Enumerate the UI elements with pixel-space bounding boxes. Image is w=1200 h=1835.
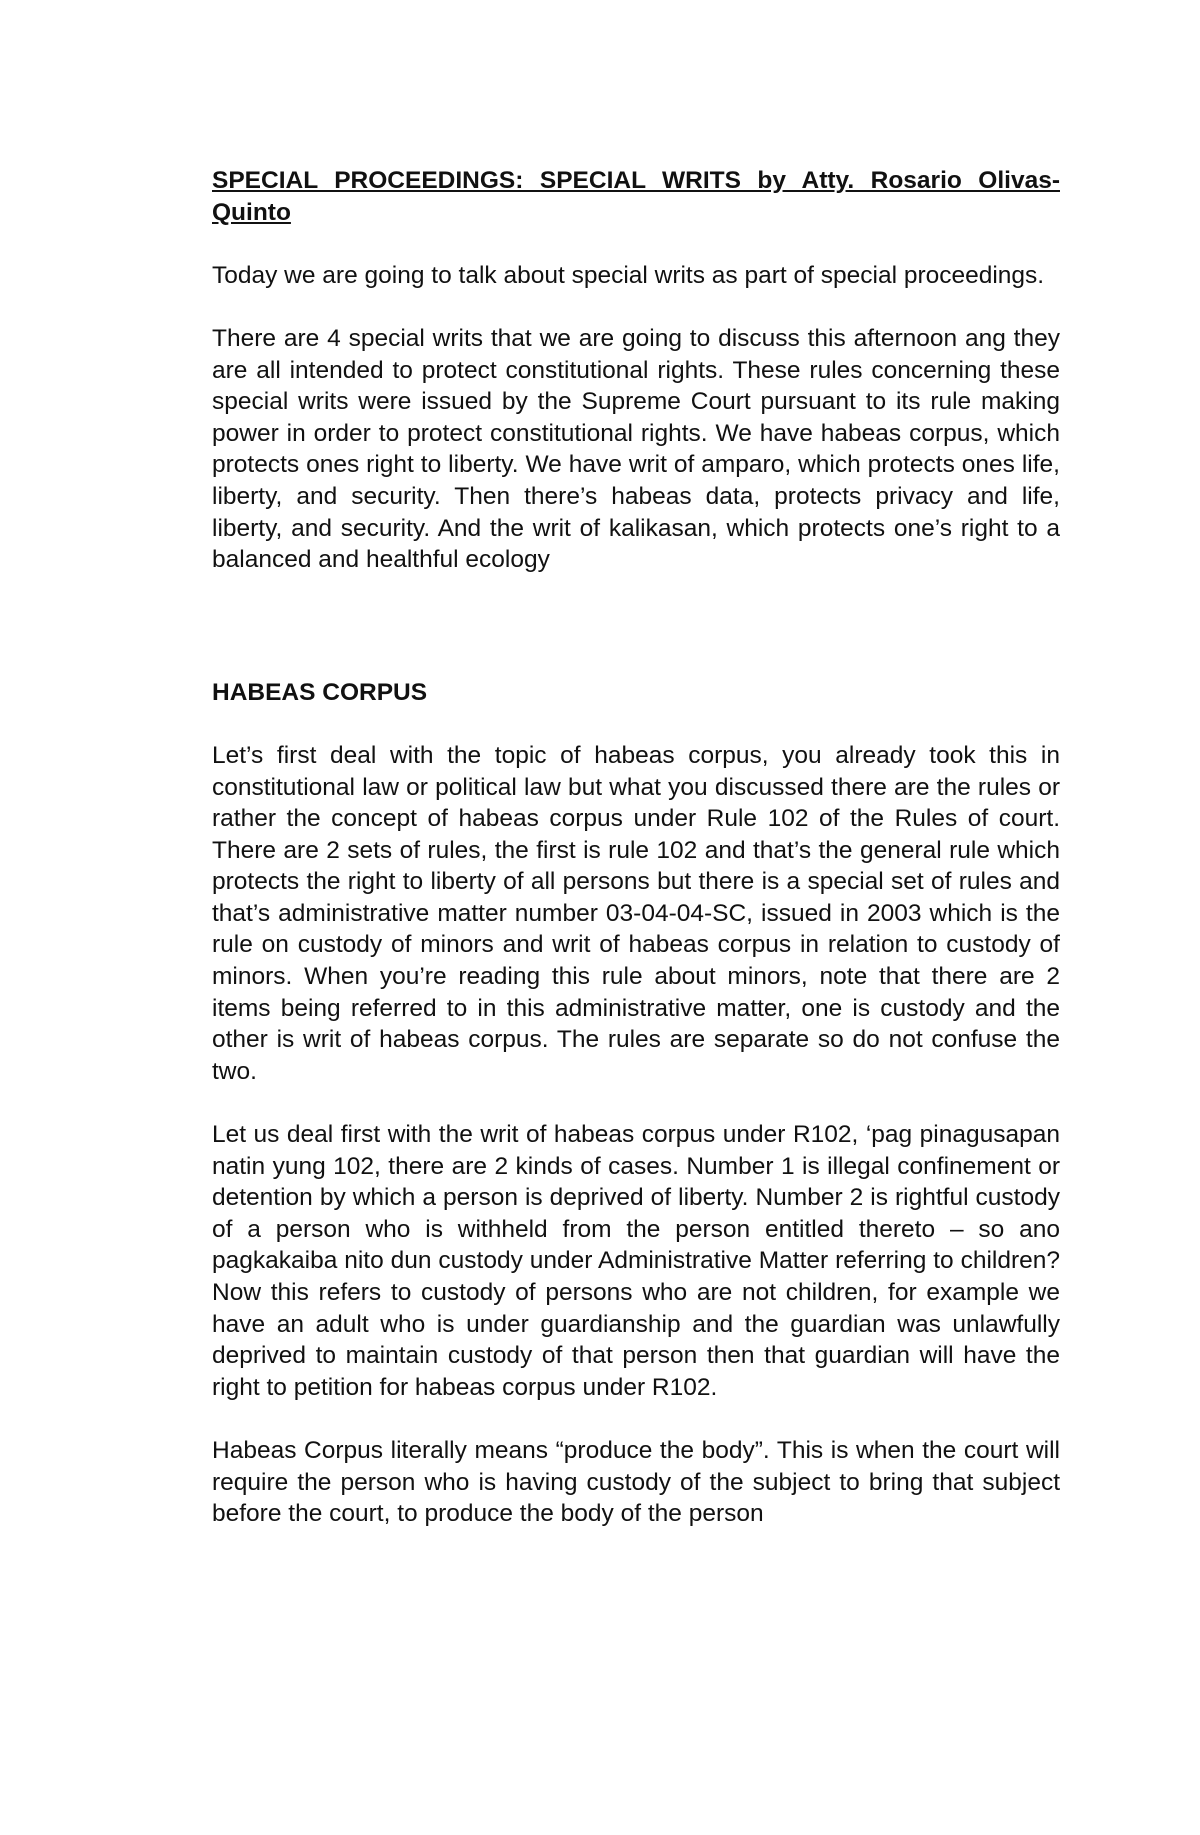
section-paragraph-3: Habeas Corpus literally means “produce the body”. This is when the court will require the person who is having custody of the subject to bring that subject before the court, to produce the body of the person [212, 1436, 1060, 1528]
intro-paragraph-2: There are 4 special writs that we are going to discuss this afternoon ang they are all intended to protect constitutional rights. These rules concerning these special writs were issued by the Supreme Court pursuant to its rule making power in order to protect constitutional rights. We have habeas corpus, which protects ones right to liberty. We have writ of amparo, which protects ones life, liberty, and security. Then there’s habeas data, protects privacy and life, liberty, and security. And the writ of kalikasan, which protects one’s right to a balanced and healthful ecology [212, 324, 1060, 574]
document-page [212, 165, 1060, 1530]
section-habeas-corpus [212, 677, 1060, 1530]
intro-paragraph-1: Today we are going to talk about special writs as part of special proceedings. [212, 261, 1045, 289]
section-paragraph-1: Let’s first deal with the topic of habeas corpus, you already took this in constitutional law or political law but what you discussed there are the rules or rather the concept of habeas corpus under Rule 102 of the Rules of court. There are 2 sets of rules, the first is rule 102 and that’s the general rule which protects the right to liberty of all persons but there is a special set of rules and that’s administrative matter number 03-04-04-SC, issued in 2003 which is the rule on custody of minors and writ of habeas corpus in relation to custody of minors. When you’re reading this rule about minors, note that there are 2 items being referred to in this administrative matter, one is custody and the other is writ of habeas corpus. The rules are separate so do not confuse the two. [212, 741, 1060, 1085]
section-paragraph-2: Let us deal first with the writ of habeas corpus under R102, ‘pag pinagusapan natin yung 102, there are 2 kinds of cases. Number 1 is illegal confinement or detention by which a person is deprived of liberty. Number 2 is rightful custody of a person who is withheld from the person entitled thereto – so ano pagkakaiba nito dun custody under Administrative Matter referring to children? Now this refers to custody of persons who are not children, for example we have an adult who is under guardianship and the guardian was unlawfully deprived to maintain custody of that person then that guardian will have the right to petition for habeas corpus under R102. [212, 1121, 1060, 1401]
section-heading: HABEAS CORPUS [212, 678, 428, 706]
document-title: SPECIAL PROCEEDINGS: SPECIAL WRITS by Atty. Rosario Olivas-Quinto [212, 167, 1060, 226]
